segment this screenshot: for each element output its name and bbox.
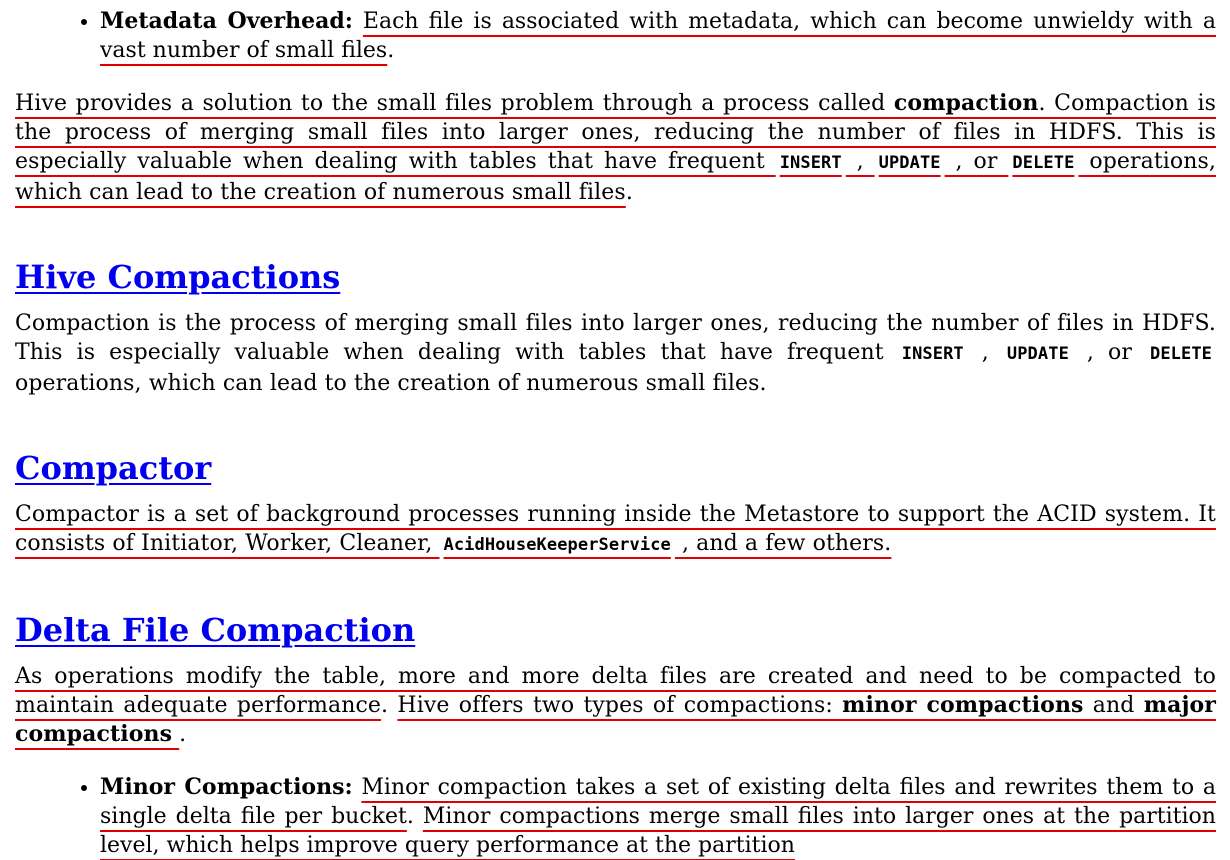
code-acid-housekeeper: AcidHouseKeeperService (443, 535, 671, 555)
heading-compactor[interactable]: Compactor (15, 449, 212, 487)
paragraph-hive-compactions: Compaction is the process of merging small files into larger ones, reducing the number of files in HDFS. This is especially valuable when dealing with tables that have frequent INSERT , UPDATE , or DELETE operations, which can lead to the creation of numerous small files. (15, 311, 1216, 396)
heading-delta-file-compaction[interactable]: Delta File Compaction (15, 611, 416, 649)
document-page (15, 0, 1216, 860)
code-update: UPDATE (1006, 344, 1069, 364)
paragraph-compactor: Compactor is a set of background processes running inside the Metastore to support the ACID system. It consists of Initiator, Worker, Cleaner, AcidHouseKeeperService , and a few others. (15, 502, 1216, 556)
bullet-list-top (15, 7, 1216, 65)
paragraph-delta-file-compaction: As operations modify the table, more and more delta files are created and need to be compacted to maintain adequate performance. Hive offers two types of compactions: minor compactions and major compactions . (15, 664, 1216, 747)
list-item-metadata-overhead: • Metadata Overhead: Each file is associated with metadata, which can become unwieldy with a vast number of small files. (100, 7, 1216, 65)
bullet-list-compactions (15, 773, 1216, 860)
bold-compaction: compaction (893, 90, 1039, 116)
code-insert: INSERT (779, 153, 842, 173)
list-item-minor-compactions: • Minor Compactions: Minor compaction takes a set of existing delta files and rewrites them to a single delta file per bucket. Minor compactions merge small files into larger ones at the partition level, which helps improve query performance at the partition (100, 773, 1216, 860)
code-delete: DELETE (1012, 153, 1075, 173)
code-update: UPDATE (878, 153, 941, 173)
bullet-label: Minor Compactions: (100, 774, 353, 800)
bullet-label: Metadata Overhead: (100, 8, 353, 34)
code-insert: INSERT (901, 344, 964, 364)
code-delete: DELETE (1150, 344, 1213, 364)
intro-paragraph: Hive provides a solution to the small files problem through a process called compaction. Compaction is the process of merging small files into larger ones, reducing the number of files in HDFS. This is especially valuable when dealing with tables that have frequent INSERT , UPDATE , or DELETE operations, which can lead to the creation of numerous small files. (15, 90, 1216, 205)
bullet-text: Each file is associated with metadata, which can become unwieldy with a vast number of small files (100, 9, 1216, 63)
bold-major-compactions: major compactions (15, 692, 1216, 747)
heading-hive-compactions[interactable]: Hive Compactions (15, 258, 341, 296)
bold-minor-compactions: minor compactions (842, 692, 1084, 718)
